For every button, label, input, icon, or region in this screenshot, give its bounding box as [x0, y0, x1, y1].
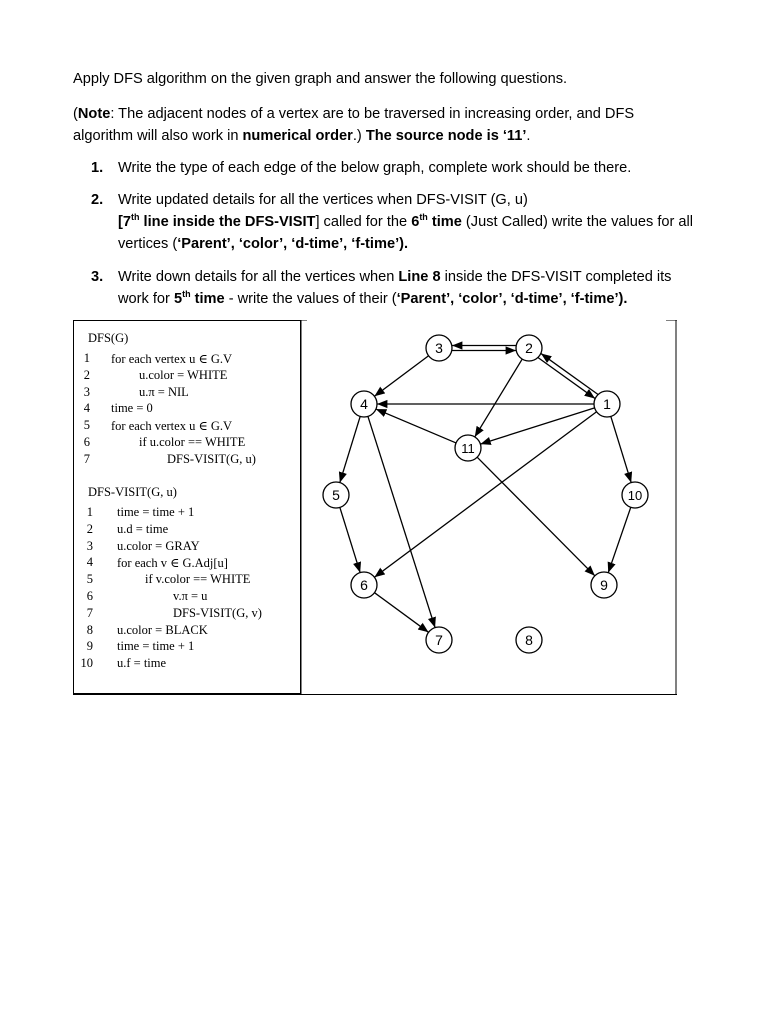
code-line: for each vertex u ∈ G.V [111, 419, 233, 434]
edge-1-10 [611, 416, 631, 482]
q3-l2c: , ‘color’, ‘d-time’, ‘f-time’ [450, 291, 619, 307]
line-number: 1 [83, 351, 90, 365]
question-number: 3. [91, 269, 104, 285]
code-line: v.π = u [173, 589, 208, 603]
node-label: 8 [525, 632, 533, 648]
edge-1-2 [541, 354, 598, 395]
code-line: time = time + 1 [117, 639, 195, 654]
node-2 [516, 335, 542, 361]
question-number: 2. [91, 192, 104, 208]
node-label: 11 [461, 441, 475, 456]
code-line: if u.color == WHITE [139, 435, 246, 449]
q3-l2d: ). [618, 291, 628, 307]
graph-diagram [301, 320, 677, 694]
note-line-2 [73, 125, 530, 147]
line-number: 7 [86, 605, 93, 620]
q3-l2a: work for [118, 291, 174, 307]
node-label: 5 [332, 487, 340, 503]
note-line2-b: .) [352, 128, 366, 144]
q2-mid: ] called for the [315, 214, 412, 230]
code-line: u.f = time [117, 656, 167, 671]
line-number: 6 [86, 589, 93, 603]
code-line: time = 0 [111, 401, 153, 416]
line-number: 6 [83, 435, 90, 449]
edge-3-4 [374, 356, 428, 396]
note-label: Note [77, 106, 111, 122]
q3-a: Write down details for all the vertices when [118, 269, 399, 285]
question-line-2 [118, 211, 693, 233]
intro-line: Apply DFS algorithm on the given graph and answer the following questions. [73, 71, 568, 87]
question-text: Write the type of each edge of the below graph, complete work should be there. [118, 160, 632, 176]
node-label: 10 [627, 488, 643, 503]
edge-5-6 [340, 507, 360, 572]
node-6 [351, 572, 377, 598]
q2-bold: line inside the DFS-VISIT [139, 214, 316, 230]
q2-end: (Just Called) write the values for all [461, 214, 694, 230]
q2-l3b: , ‘color’, ‘d-time’, ‘f-time’ [230, 236, 400, 252]
question-line-1 [118, 266, 671, 288]
q2-sup2: th [419, 212, 428, 223]
node-4 [351, 391, 377, 417]
code-line: u.π = NIL [139, 384, 189, 399]
q2-l3c: ). [399, 236, 409, 252]
node-label: 3 [435, 340, 443, 356]
node-8 [516, 627, 542, 653]
q2-six: 6 [411, 214, 420, 230]
line-number: 3 [83, 384, 90, 399]
q3-l2b: - write the values of their ( [224, 291, 397, 307]
dfs-title: DFS(G) [88, 331, 129, 345]
q2-parent: ‘Parent’ [177, 236, 231, 252]
line-number: 2 [86, 521, 93, 536]
code-line: if v.color == WHITE [145, 572, 251, 587]
node-label: 2 [525, 340, 533, 356]
q3-five: 5 [173, 291, 183, 307]
note-text: : The adjacent nodes of a vertex are to be traversed in increasing order, and DFS [110, 106, 635, 122]
figure-bottom-border [73, 694, 677, 695]
q2-sup1: th [130, 212, 140, 223]
q2-time: time [427, 214, 462, 230]
node-label: 7 [435, 632, 443, 648]
note-line2-a: algorithm will also work in [73, 128, 243, 144]
node-label: 4 [360, 396, 368, 412]
q3-b: inside the DFS-VISIT completed its [440, 269, 672, 285]
node-10 [622, 482, 648, 508]
line-number: 7 [83, 451, 90, 466]
edge-2-11 [475, 359, 522, 437]
note-line-1 [73, 103, 634, 125]
line-number: 5 [86, 572, 93, 587]
line-number: 8 [86, 622, 93, 637]
code-line: for each v ∈ G.Adj[u] [117, 556, 228, 571]
q3-time: time [190, 291, 225, 307]
q3-sup: th [182, 289, 191, 300]
node-5 [323, 482, 349, 508]
edge-11-4 [376, 409, 456, 443]
node-label: 6 [360, 577, 368, 593]
edge-2-1 [538, 358, 595, 399]
edge-6-7 [374, 593, 428, 633]
dfs-visit-title: DFS-VISIT(G, u) [88, 485, 177, 499]
edge-4-5 [340, 416, 360, 482]
line-number: 9 [86, 639, 93, 654]
line-number: 5 [83, 418, 90, 433]
q3-parent: ‘Parent’ [396, 291, 451, 307]
edge-11-9 [477, 457, 595, 576]
code-line: u.color = BLACK [117, 622, 208, 637]
line-number: 2 [83, 367, 90, 382]
code-line: for each vertex u ∈ G.V [111, 352, 233, 366]
node-1 [594, 391, 620, 417]
note-open: ( [73, 106, 78, 122]
line-number: 1 [86, 505, 93, 519]
line-number: 10 [80, 656, 93, 671]
note-source-node: The source node is ‘11’ [365, 128, 527, 144]
node-7 [426, 627, 452, 653]
graph-edges [340, 346, 631, 633]
code-line: DFS-VISIT(G, u) [167, 451, 256, 466]
node-11 [455, 435, 481, 461]
node-label: 1 [603, 396, 611, 412]
node-label: 9 [600, 577, 608, 593]
question-line-2 [118, 288, 627, 310]
question-line-3 [118, 233, 408, 255]
code-line: u.d = time [117, 521, 169, 536]
q2-open: [7 [118, 214, 131, 230]
code-line: DFS-VISIT(G, v) [173, 605, 262, 620]
code-line: time = time + 1 [117, 505, 195, 519]
line-number: 4 [86, 555, 93, 570]
question-number: 1. [91, 160, 104, 176]
code-line: u.color = WHITE [139, 367, 228, 382]
line-number: 4 [83, 401, 90, 416]
q3-line8: Line 8 [398, 269, 441, 285]
question-line-1: Write updated details for all the vertices when DFS-VISIT (G, u) [118, 192, 528, 208]
node-9 [591, 572, 617, 598]
edge-1-6 [374, 412, 596, 577]
line-number: 3 [86, 538, 93, 553]
note-line2-end: . [526, 128, 531, 144]
code-line: u.color = GRAY [117, 538, 200, 553]
node-3 [426, 335, 452, 361]
edge-10-9 [608, 507, 631, 572]
pseudocode-panel [73, 320, 301, 694]
q2-l3a: vertices ( [118, 236, 178, 252]
note-numerical-order: numerical order [242, 128, 353, 144]
